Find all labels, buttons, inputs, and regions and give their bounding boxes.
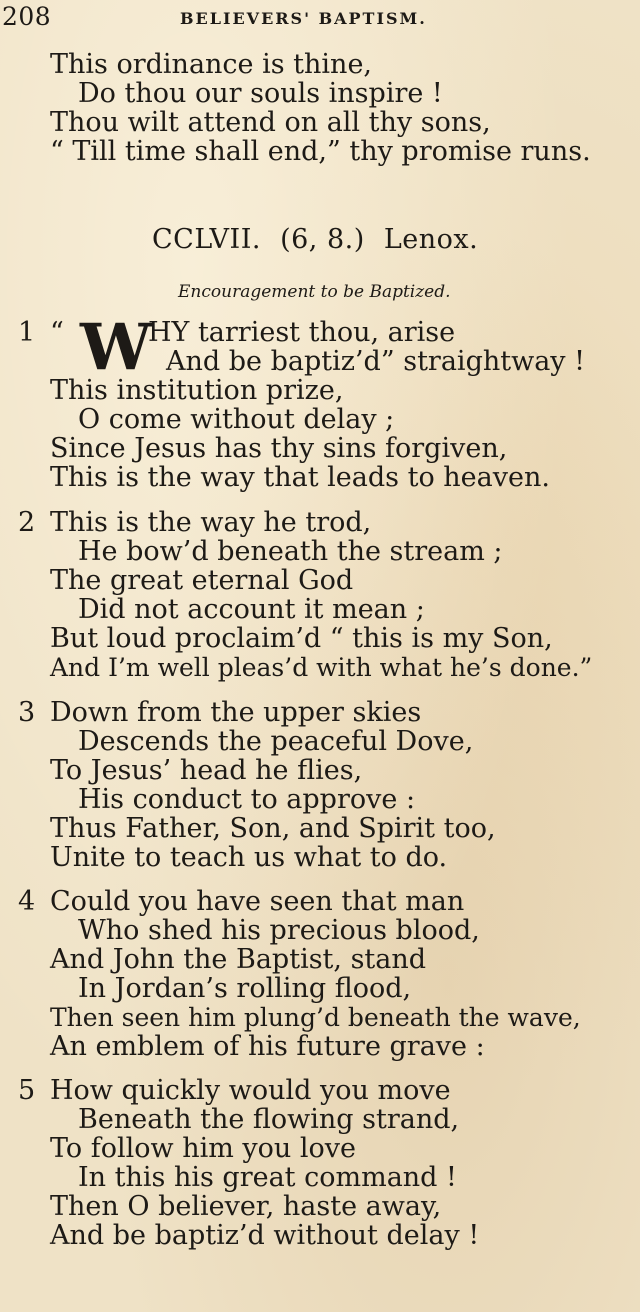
verse-line: And be baptiz’d” straightway ! bbox=[166, 346, 585, 377]
verse-line: And be baptiz’d without delay ! bbox=[50, 1220, 480, 1251]
verse-line: But loud proclaim’d “ this is my Son, bbox=[50, 623, 553, 654]
verse-line: Did not account it mean ; bbox=[78, 594, 425, 625]
opening-quote: “ bbox=[50, 317, 64, 348]
verse-line: He bow’d beneath the stream ; bbox=[78, 536, 503, 567]
verse-line: Descends the peaceful Dove, bbox=[78, 726, 474, 757]
previous-hymn-line: Thou wilt attend on all thy sons, bbox=[50, 107, 491, 138]
verse-line: Then O believer, haste away, bbox=[50, 1191, 442, 1222]
verse-line: To follow him you love bbox=[50, 1133, 357, 1164]
verse-line: And I’m well pleas’d with what he’s done.” bbox=[50, 653, 593, 682]
verse-line: HY tarriest thou, arise bbox=[148, 317, 456, 348]
drop-cap: W bbox=[80, 310, 152, 385]
previous-hymn-line: Do thou our souls inspire ! bbox=[78, 78, 443, 109]
verse-line: An emblem of his future grave : bbox=[50, 1031, 485, 1062]
page-number: 208 bbox=[2, 2, 52, 31]
verse-line: Unite to teach us what to do. bbox=[50, 842, 448, 873]
running-head: BELIEVERS' BAPTISM. bbox=[180, 9, 427, 28]
verse-line: This is the way he trod, bbox=[50, 507, 372, 538]
hymn-title bbox=[152, 224, 488, 255]
verse-line: Then seen him plung’d beneath the wave, bbox=[50, 1003, 581, 1032]
verse-line: This institution prize, bbox=[50, 375, 344, 406]
verse-line: Beneath the flowing strand, bbox=[78, 1104, 460, 1135]
hymn-meter: (6, 8.) bbox=[280, 224, 365, 255]
previous-hymn-line: “ Till time shall end,” thy promise runs. bbox=[50, 136, 591, 167]
verse-line: Who shed his precious blood, bbox=[78, 915, 480, 946]
verse-number: 5 bbox=[18, 1075, 36, 1106]
hymn-tune: Lenox. bbox=[383, 224, 479, 255]
previous-hymn-line: This ordinance is thine, bbox=[50, 49, 373, 80]
page-header bbox=[0, 2, 640, 32]
verse-line: This is the way that leads to heaven. bbox=[50, 462, 550, 493]
verse-line: Down from the upper skies bbox=[50, 697, 422, 728]
verse-line: The great eternal God bbox=[50, 565, 354, 596]
verse-line: How quickly would you move bbox=[50, 1075, 451, 1106]
verse-number: 2 bbox=[18, 507, 36, 538]
verse-line: Since Jesus has thy sins forgiven, bbox=[50, 433, 508, 464]
verse-line: And John the Baptist, stand bbox=[50, 944, 427, 975]
verse-line: Could you have seen that man bbox=[50, 886, 465, 917]
verse-number: 3 bbox=[18, 697, 36, 728]
verse-line: In Jordan’s rolling flood, bbox=[78, 973, 412, 1004]
verse-line: To Jesus’ head he flies, bbox=[50, 755, 363, 786]
hymn-subtitle: Encouragement to be Baptized. bbox=[178, 282, 451, 302]
hymn-number: CCLVII. bbox=[152, 224, 261, 255]
verse-number: 4 bbox=[18, 886, 36, 917]
verse-line: Thus Father, Son, and Spirit too, bbox=[50, 813, 496, 844]
verse-line: In this his great command ! bbox=[78, 1162, 457, 1193]
verse-line: O come without delay ; bbox=[78, 404, 395, 435]
verse-number: 1 bbox=[18, 317, 36, 348]
verse-line: His conduct to approve : bbox=[78, 784, 416, 815]
